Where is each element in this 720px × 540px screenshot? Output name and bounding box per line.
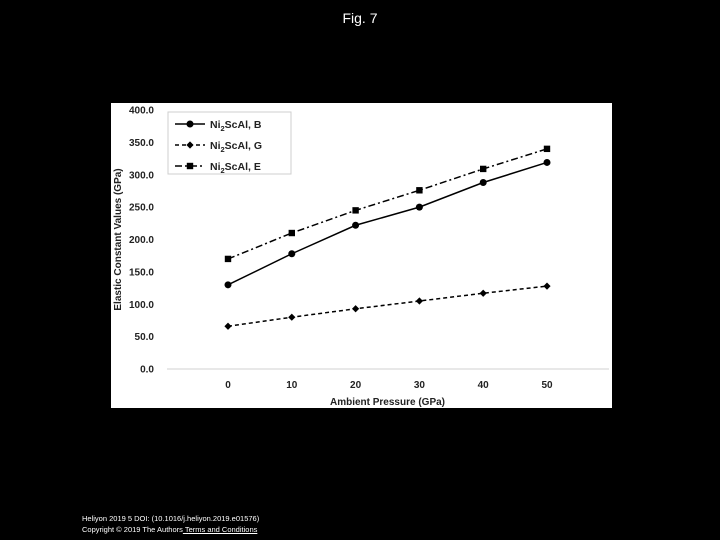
series-line (228, 162, 547, 284)
data-point (544, 146, 550, 152)
legend-marker (187, 163, 193, 169)
x-tick-label: 30 (413, 380, 425, 391)
figure-title: Fig. 7 (342, 10, 378, 26)
y-tick-label: 350.0 (128, 137, 154, 149)
data-point (416, 297, 423, 304)
data-point (225, 256, 231, 262)
data-point (289, 230, 295, 236)
y-tick-label: 100.0 (128, 299, 154, 311)
x-tick-label: 10 (286, 380, 298, 391)
y-tick-label: 300.0 (128, 170, 154, 182)
x-axis-title: Ambient Pressure (GPa) (329, 397, 446, 408)
series-circle (225, 159, 551, 288)
citation-text: Heliyon 2019 5 DOI: (10.1016/j.heliyon.2019.e01576) (82, 514, 260, 523)
y-tick-label: 400.0 (128, 105, 154, 117)
data-point (352, 305, 359, 312)
data-point (543, 283, 550, 290)
legend-label: $Ni_2ScAl$, G (210, 140, 263, 154)
chart-panel (111, 103, 612, 408)
data-point (480, 290, 487, 297)
y-axis-title: Elastic Constant Values (GPa) (113, 168, 124, 311)
copyright-text: Copyright © 2019 The Authors (82, 525, 183, 534)
x-tick-label: 20 (350, 380, 362, 391)
line-chart (111, 103, 612, 408)
y-tick-label: 200.0 (128, 235, 154, 246)
y-tick-label: 150.0 (128, 267, 154, 279)
y-tick-label: 0.0 (140, 364, 154, 376)
data-point (288, 250, 295, 257)
y-tick-label: 50.0 (134, 332, 154, 344)
legend-marker (187, 121, 194, 128)
data-point (416, 187, 422, 193)
data-point (352, 222, 359, 229)
data-point (352, 207, 358, 213)
x-tick-label: 50 (541, 380, 553, 391)
data-point (544, 159, 551, 166)
series-line (228, 286, 547, 326)
data-point (480, 166, 486, 172)
terms-link[interactable]: Terms and Conditions (182, 525, 258, 534)
data-point (225, 281, 232, 288)
x-tick-label: 0 (225, 380, 231, 391)
copyright-line (82, 524, 259, 535)
x-tick-label: 40 (477, 380, 489, 391)
data-point (224, 323, 231, 330)
footer (82, 513, 259, 535)
data-point (416, 204, 423, 211)
data-point (480, 179, 487, 186)
series-diamond (224, 283, 550, 330)
legend-label: $Ni_2ScAl$, B (210, 119, 262, 133)
legend-label: $Ni_2ScAl$, E (210, 161, 261, 175)
legend (168, 112, 291, 175)
data-point (288, 314, 295, 321)
y-tick-label: 250.0 (128, 202, 154, 214)
